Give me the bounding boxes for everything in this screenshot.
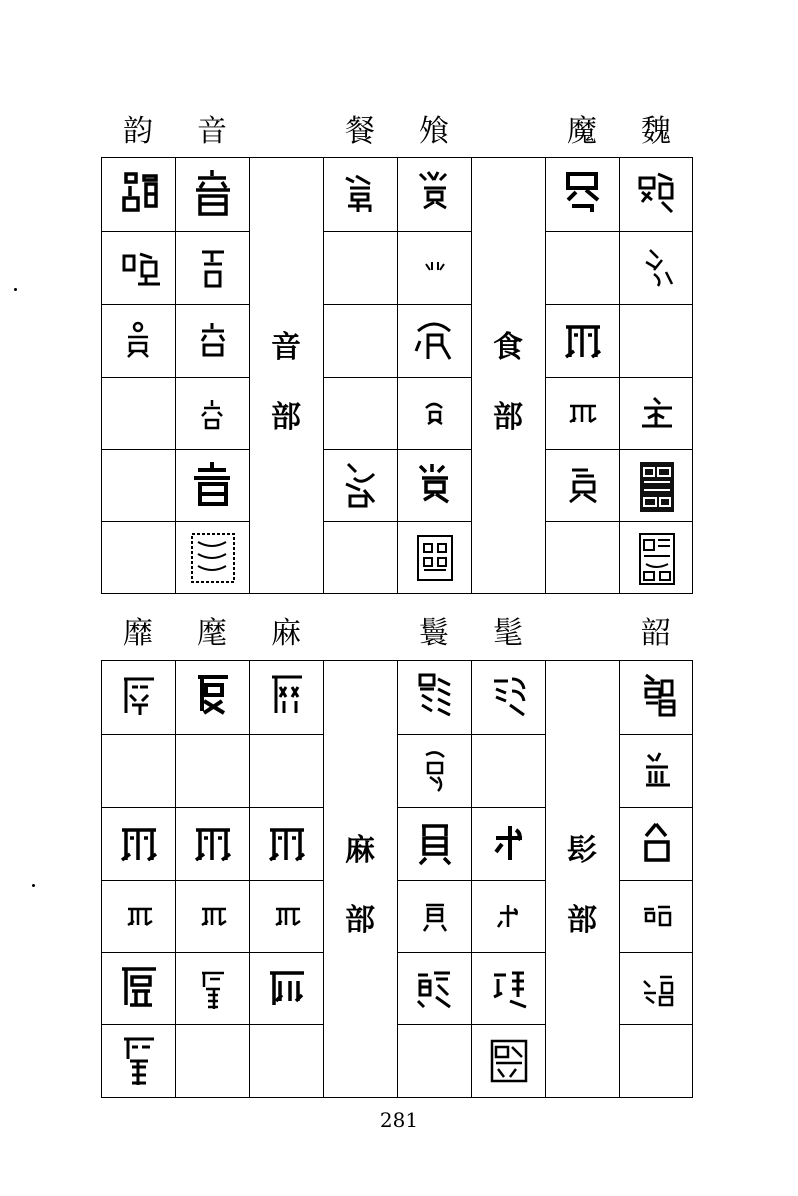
- bottom-character-table: [101, 660, 693, 1098]
- seal-glyph: [546, 158, 620, 230]
- radical-char: 部: [493, 400, 523, 435]
- seal-glyph: [176, 522, 250, 594]
- seal-glyph: [102, 232, 176, 304]
- page-number: 281: [379, 1108, 419, 1132]
- header-char: 音: [197, 114, 227, 149]
- seal-glyph: [176, 378, 250, 450]
- seal-glyph: [472, 953, 546, 1025]
- seal-glyph: [176, 661, 250, 733]
- seal-glyph: [472, 808, 546, 880]
- seal-glyph: [620, 522, 694, 594]
- seal-glyph: [176, 158, 250, 230]
- seal-glyph: [620, 808, 694, 880]
- seal-glyph: [250, 953, 324, 1025]
- seal-glyph: [546, 378, 620, 450]
- seal-glyph: [398, 305, 472, 377]
- radical-char: 部: [567, 903, 597, 938]
- seal-glyph: [472, 1025, 546, 1097]
- radical-char: 部: [345, 903, 375, 938]
- seal-glyph: [250, 808, 324, 880]
- seal-glyph: [176, 953, 250, 1025]
- seal-glyph: [102, 158, 176, 230]
- header-char: 魔: [567, 114, 597, 149]
- seal-glyph: [398, 232, 472, 304]
- seal-glyph: [620, 735, 694, 807]
- seal-glyph: [102, 808, 176, 880]
- seal-glyph: [102, 305, 176, 377]
- seal-glyph: [546, 450, 620, 522]
- seal-glyph: [546, 305, 620, 377]
- seal-glyph: [102, 661, 176, 733]
- seal-glyph: [324, 450, 398, 522]
- seal-glyph: [250, 661, 324, 733]
- radical-char: 麻: [345, 833, 375, 868]
- header-char: 鬟: [419, 616, 449, 651]
- seal-glyph: [398, 522, 472, 594]
- seal-glyph: [250, 881, 324, 953]
- header-char: 魏: [641, 114, 671, 149]
- header-char: 韶: [641, 616, 671, 651]
- seal-glyph: [176, 808, 250, 880]
- header-char: 靡: [123, 616, 153, 651]
- radical-char: 食: [493, 330, 523, 365]
- seal-glyph: [398, 808, 472, 880]
- scan-speck: [14, 288, 17, 291]
- seal-glyph: [102, 953, 176, 1025]
- seal-glyph: [620, 661, 694, 733]
- seal-glyph: [176, 305, 250, 377]
- header-char: 麻: [271, 616, 301, 651]
- header-char: 韵: [123, 114, 153, 149]
- top-character-table: [101, 157, 693, 594]
- seal-glyph: [620, 450, 694, 522]
- header-char: 麾: [197, 616, 227, 651]
- seal-glyph: [176, 232, 250, 304]
- seal-glyph: [176, 881, 250, 953]
- seal-glyph: [102, 1025, 176, 1097]
- seal-glyph: [398, 881, 472, 953]
- seal-glyph: [398, 450, 472, 522]
- radical-char: 部: [271, 400, 301, 435]
- seal-glyph: [176, 450, 250, 522]
- seal-glyph: [472, 881, 546, 953]
- seal-glyph: [620, 378, 694, 450]
- seal-glyph: [398, 661, 472, 733]
- seal-glyph: [324, 158, 398, 230]
- seal-glyph: [620, 158, 694, 230]
- seal-glyph: [398, 378, 472, 450]
- seal-glyph: [472, 661, 546, 733]
- radical-char: 音: [271, 330, 301, 365]
- seal-glyph: [620, 881, 694, 953]
- header-char: 髦: [493, 616, 523, 651]
- scan-speck: [32, 884, 35, 887]
- seal-glyph: [620, 953, 694, 1025]
- header-char: 飧: [419, 114, 449, 149]
- seal-glyph: [620, 232, 694, 304]
- seal-glyph: [398, 158, 472, 230]
- seal-glyph: [102, 881, 176, 953]
- seal-glyph: [398, 735, 472, 807]
- seal-glyph: [398, 953, 472, 1025]
- radical-char: 髟: [567, 833, 597, 868]
- header-char: 餐: [345, 114, 375, 149]
